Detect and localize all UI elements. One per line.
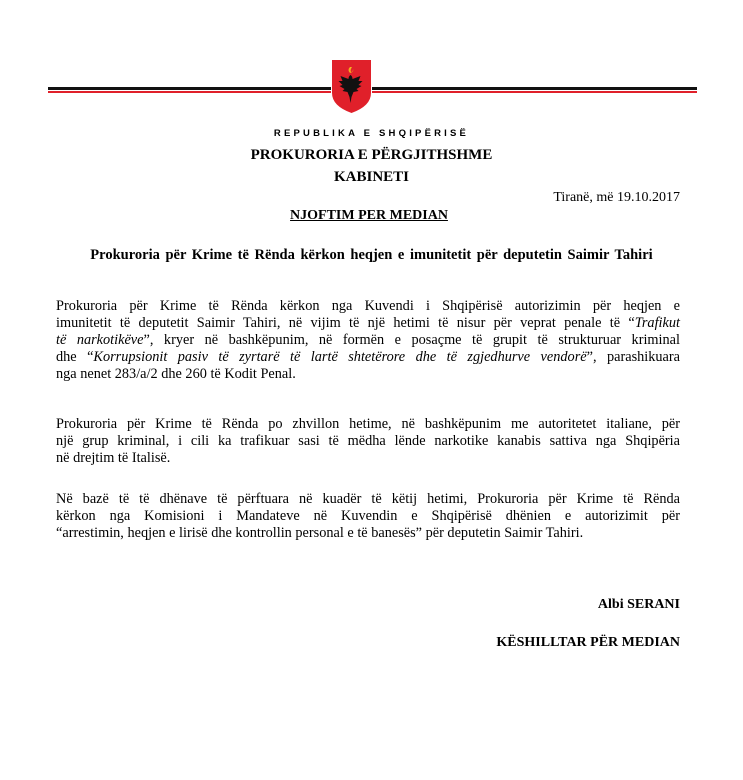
signatory-name: Albi SERANI — [597, 597, 680, 612]
department-name: KABINETI — [333, 169, 410, 185]
text: imunitetit të deputetit Saimir Tahiri, në vijim të një hetimi të nisur për veprat penale të “Trafikut — [56, 315, 680, 331]
document-date: Tiranë, më 19.10.2017 — [553, 190, 680, 205]
notice-heading: NJOFTIM PER MEDIAN — [290, 208, 448, 223]
text: Në bazë të të dhënave të përftuara në kuadër të këtij hetimi, Prokuroria për Krime të Rënda — [56, 491, 680, 507]
paragraph-3 — [56, 491, 680, 542]
text: Prokuroria për Krime të Rënda po zhvillon hetime, në bashkëpunim me autoritetet italiane, për — [56, 416, 680, 432]
coat-of-arms-emblem — [330, 59, 373, 114]
document-title: Prokuroria për Krime të Rënda kërkon heqjen e imunitetit për deputetin Saimir Tahiri — [90, 247, 653, 263]
republic-label: REPUBLIKA E SHQIPËRISË — [273, 128, 470, 139]
text: “arrestimin, heqjen e lirisë dhe kontrollin personal e të banesës” për deputetin Saimir Tahiri. — [56, 525, 584, 541]
header-rule-right — [372, 87, 697, 93]
text: nga nenet 283/a/2 dhe 260 të Kodit Penal. — [56, 366, 296, 382]
paragraph-1 — [56, 298, 680, 383]
text: dhe “Korrupsionit pasiv të zyrtarë të lartë shtetërore dhe të zgjedhurve vendorë”, parashikuara — [56, 349, 680, 365]
paragraph-2 — [56, 416, 680, 467]
text: një grup kriminal, i cili ka trafikuar sasi të mëdha lënde narkotike kanabis sattiva nga Shqipëria — [56, 433, 680, 449]
text: Prokuroria për Krime të Rënda kërkon nga Kuvendi i Shqipërisë autorizimin për heqjen e — [56, 298, 680, 314]
text: të narkotikëve”, kryer në bashkëpunim, në formën e posaçme të grupit të strukturuar kriminal — [56, 332, 680, 348]
text: në drejtim të Italisë. — [56, 450, 171, 466]
institution-name: PROKURORIA E PËRGJITHSHME — [250, 147, 493, 163]
text: kërkon nga Komisioni i Mandateve në Kuvendin e Shqipërisë dhënien e autorizimit për — [56, 508, 680, 524]
signatory-role: KËSHILLTAR PËR MEDIAN — [496, 635, 680, 650]
header-rule-left — [48, 87, 331, 93]
